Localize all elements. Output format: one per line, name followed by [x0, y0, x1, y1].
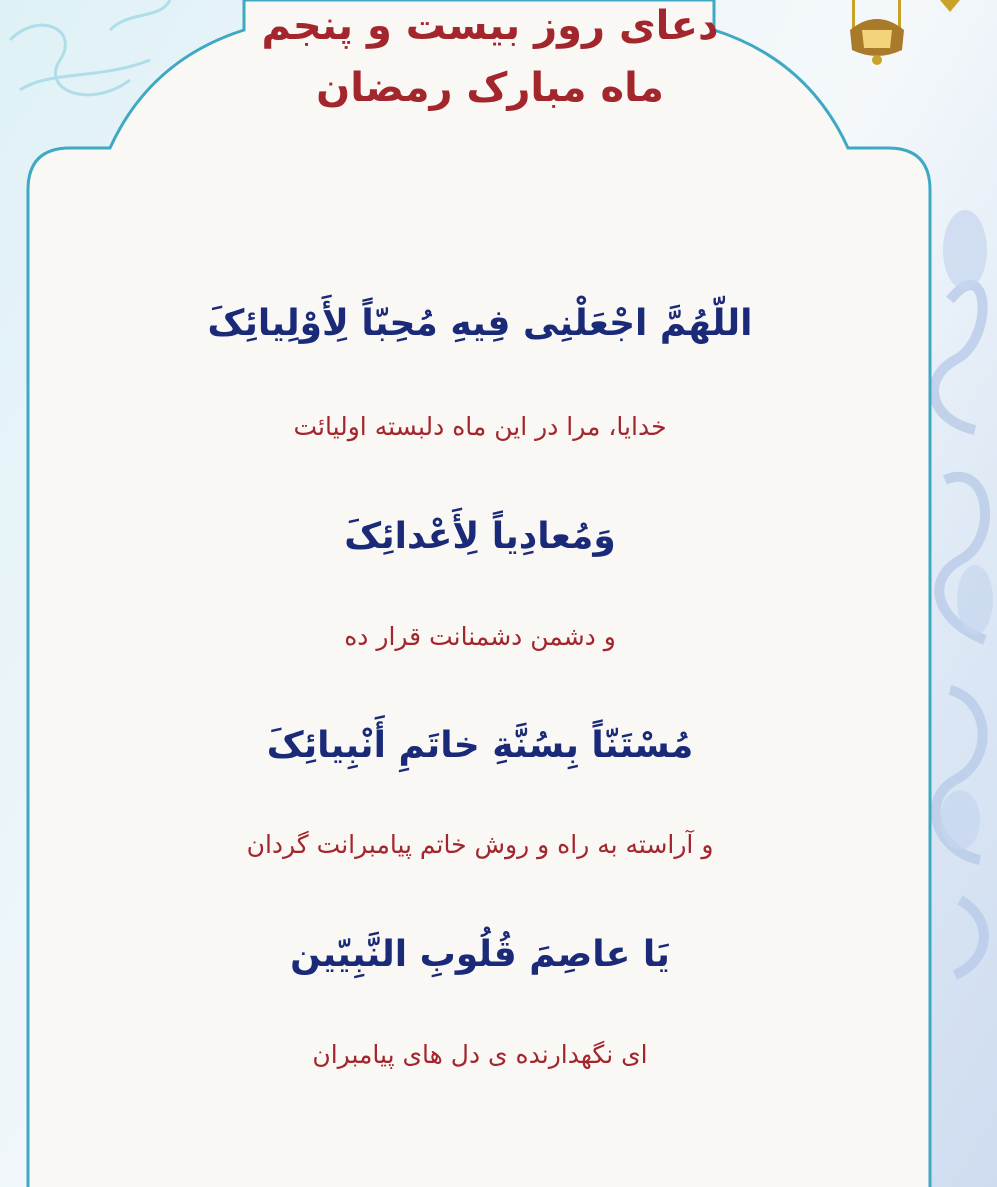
persian-line-1: خدایا، مرا در این ماه دلبسته اولیائت	[293, 412, 667, 441]
page-subtitle: ماه مبارک رمضان	[316, 65, 664, 111]
persian-line-3: و آراسته به راه و روش خاتم پیامبرانت گردان	[246, 830, 714, 859]
arabic-line-1: اللّهُمَّ اجْعَلْنِی فِیهِ مُحِبّاً لِأَوْلِیائِکَ	[207, 303, 753, 344]
page-title: دعای روز بیست و پنجم	[261, 3, 719, 49]
persian-line-2: و دشمن دشمنانت قرار ده	[344, 622, 616, 651]
arabic-line-2: وَمُعادِیاً لِأَعْدائِکَ	[344, 516, 616, 557]
persian-line-4: ای نگهدارنده ی دل های پیامبران	[312, 1040, 648, 1069]
arabic-line-4: یَا عاصِمَ قُلُوبِ النَّبِیّین	[290, 934, 670, 975]
arabic-line-3: مُسْتَنّاً بِسُنَّةِ خاتَمِ أَنْبِیائِکَ	[266, 725, 694, 766]
